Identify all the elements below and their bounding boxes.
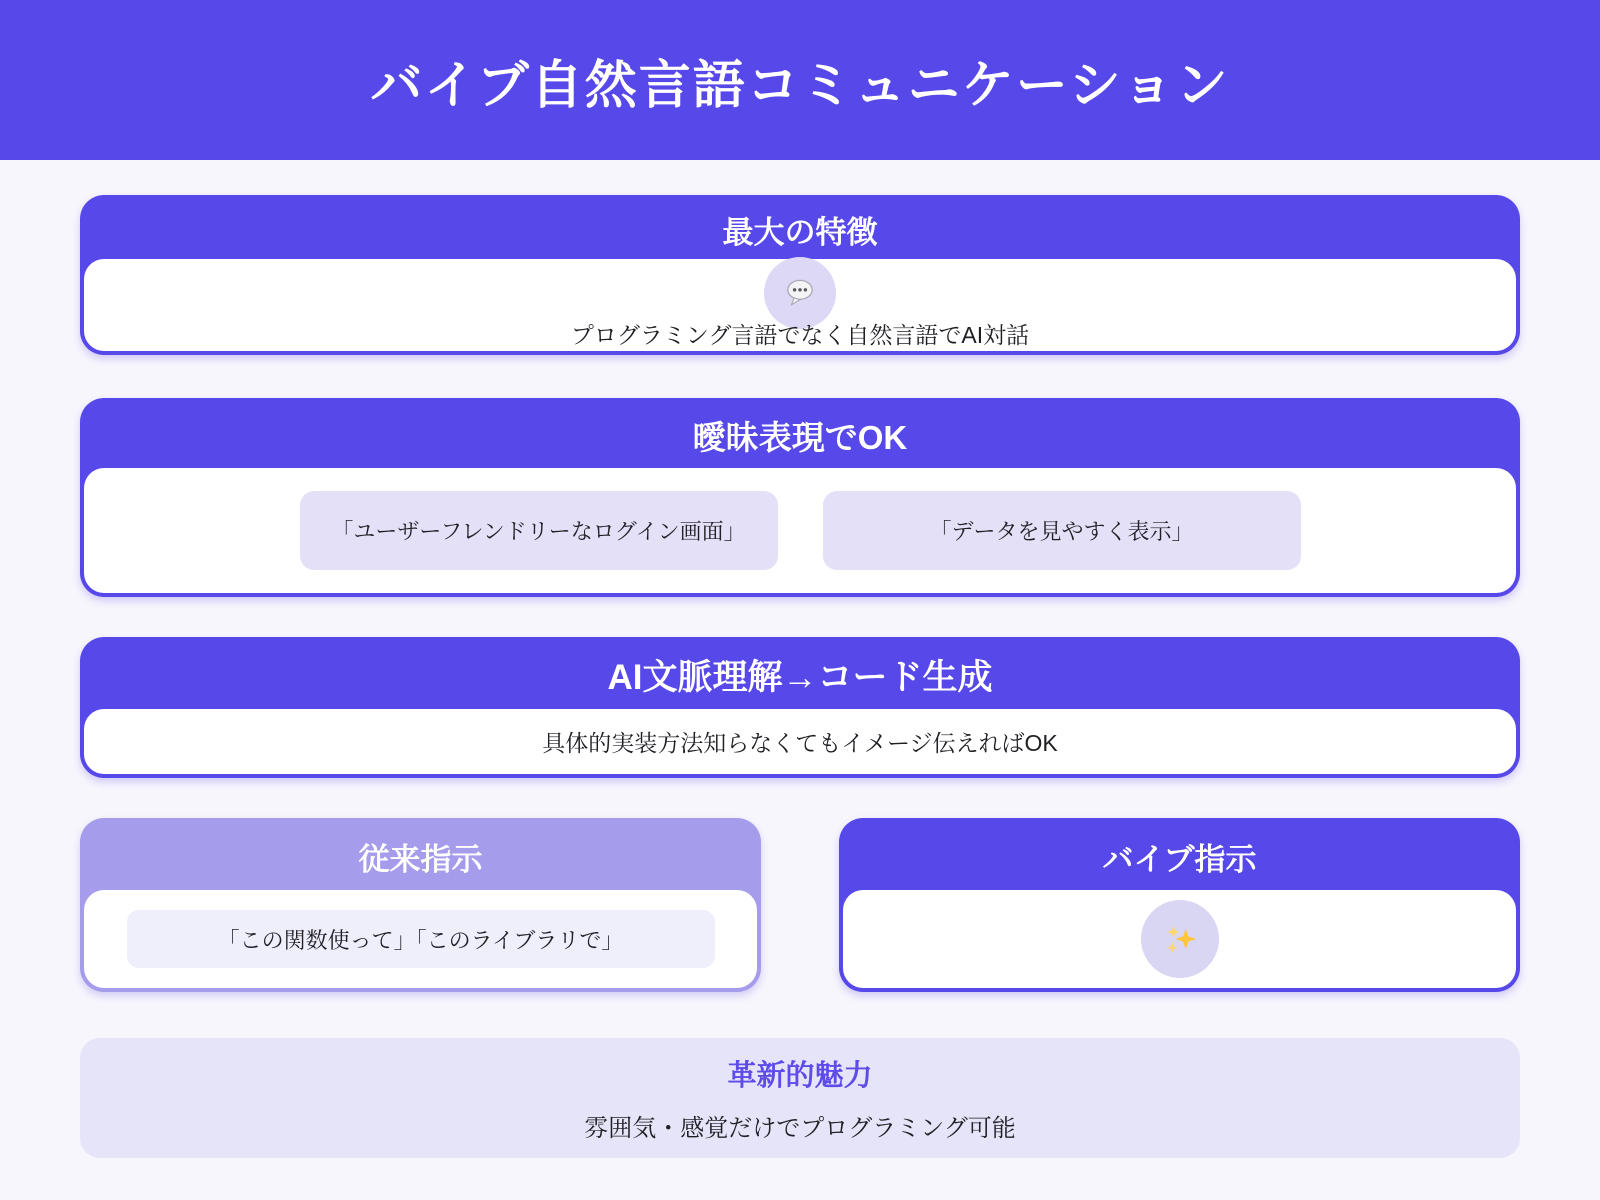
card-traditional-header: 従来指示: [358, 841, 483, 877]
page-header: [0, 0, 1600, 160]
feature-description: プログラミング言語でなく自然言語でAI対話: [570, 322, 1030, 348]
card-vibe-body: [843, 890, 1516, 988]
card-biggest-feature-header: 最大の特徴: [722, 214, 878, 250]
card-context-to-code-header: AI文脈理解→コード生成: [607, 658, 993, 697]
card-biggest-feature-body: [84, 259, 1516, 351]
card-biggest-feature: [80, 195, 1520, 355]
card-ambiguous-ok: [80, 398, 1520, 597]
traditional-example-chip: 「この関数使って」「このライブラリで」: [127, 910, 715, 968]
example-chip-login: 「ユーザーフレンドリーなログイン画面」: [300, 491, 778, 570]
context-description: 具体的実装方法知らなくてもイメージ伝えればOK: [542, 730, 1058, 756]
card-vibe-header: バイブ指示: [1102, 841, 1257, 877]
card-traditional-instruction: [80, 818, 761, 992]
panel-innovative-appeal: [80, 1038, 1520, 1158]
card-traditional-body: [84, 890, 757, 988]
panel-title: 革新的魅力: [727, 1060, 873, 1092]
card-vibe-instruction: [839, 818, 1520, 992]
content-column: [0, 195, 1600, 1158]
card-context-to-code: [80, 637, 1520, 778]
example-chip-data: 「データを見やすく表示」: [823, 491, 1301, 570]
card-context-to-code-body: [84, 709, 1516, 774]
card-ambiguous-ok-body: [84, 468, 1516, 593]
page-title: バイブ自然言語コミュニケーション: [370, 56, 1230, 115]
panel-description: 雰囲気・感覚だけでプログラミング可能: [584, 1115, 1016, 1142]
sparkles-icon: [1141, 900, 1219, 978]
comparison-row: [80, 818, 1520, 992]
card-ambiguous-ok-header: 曖昧表現でOK: [692, 418, 908, 456]
